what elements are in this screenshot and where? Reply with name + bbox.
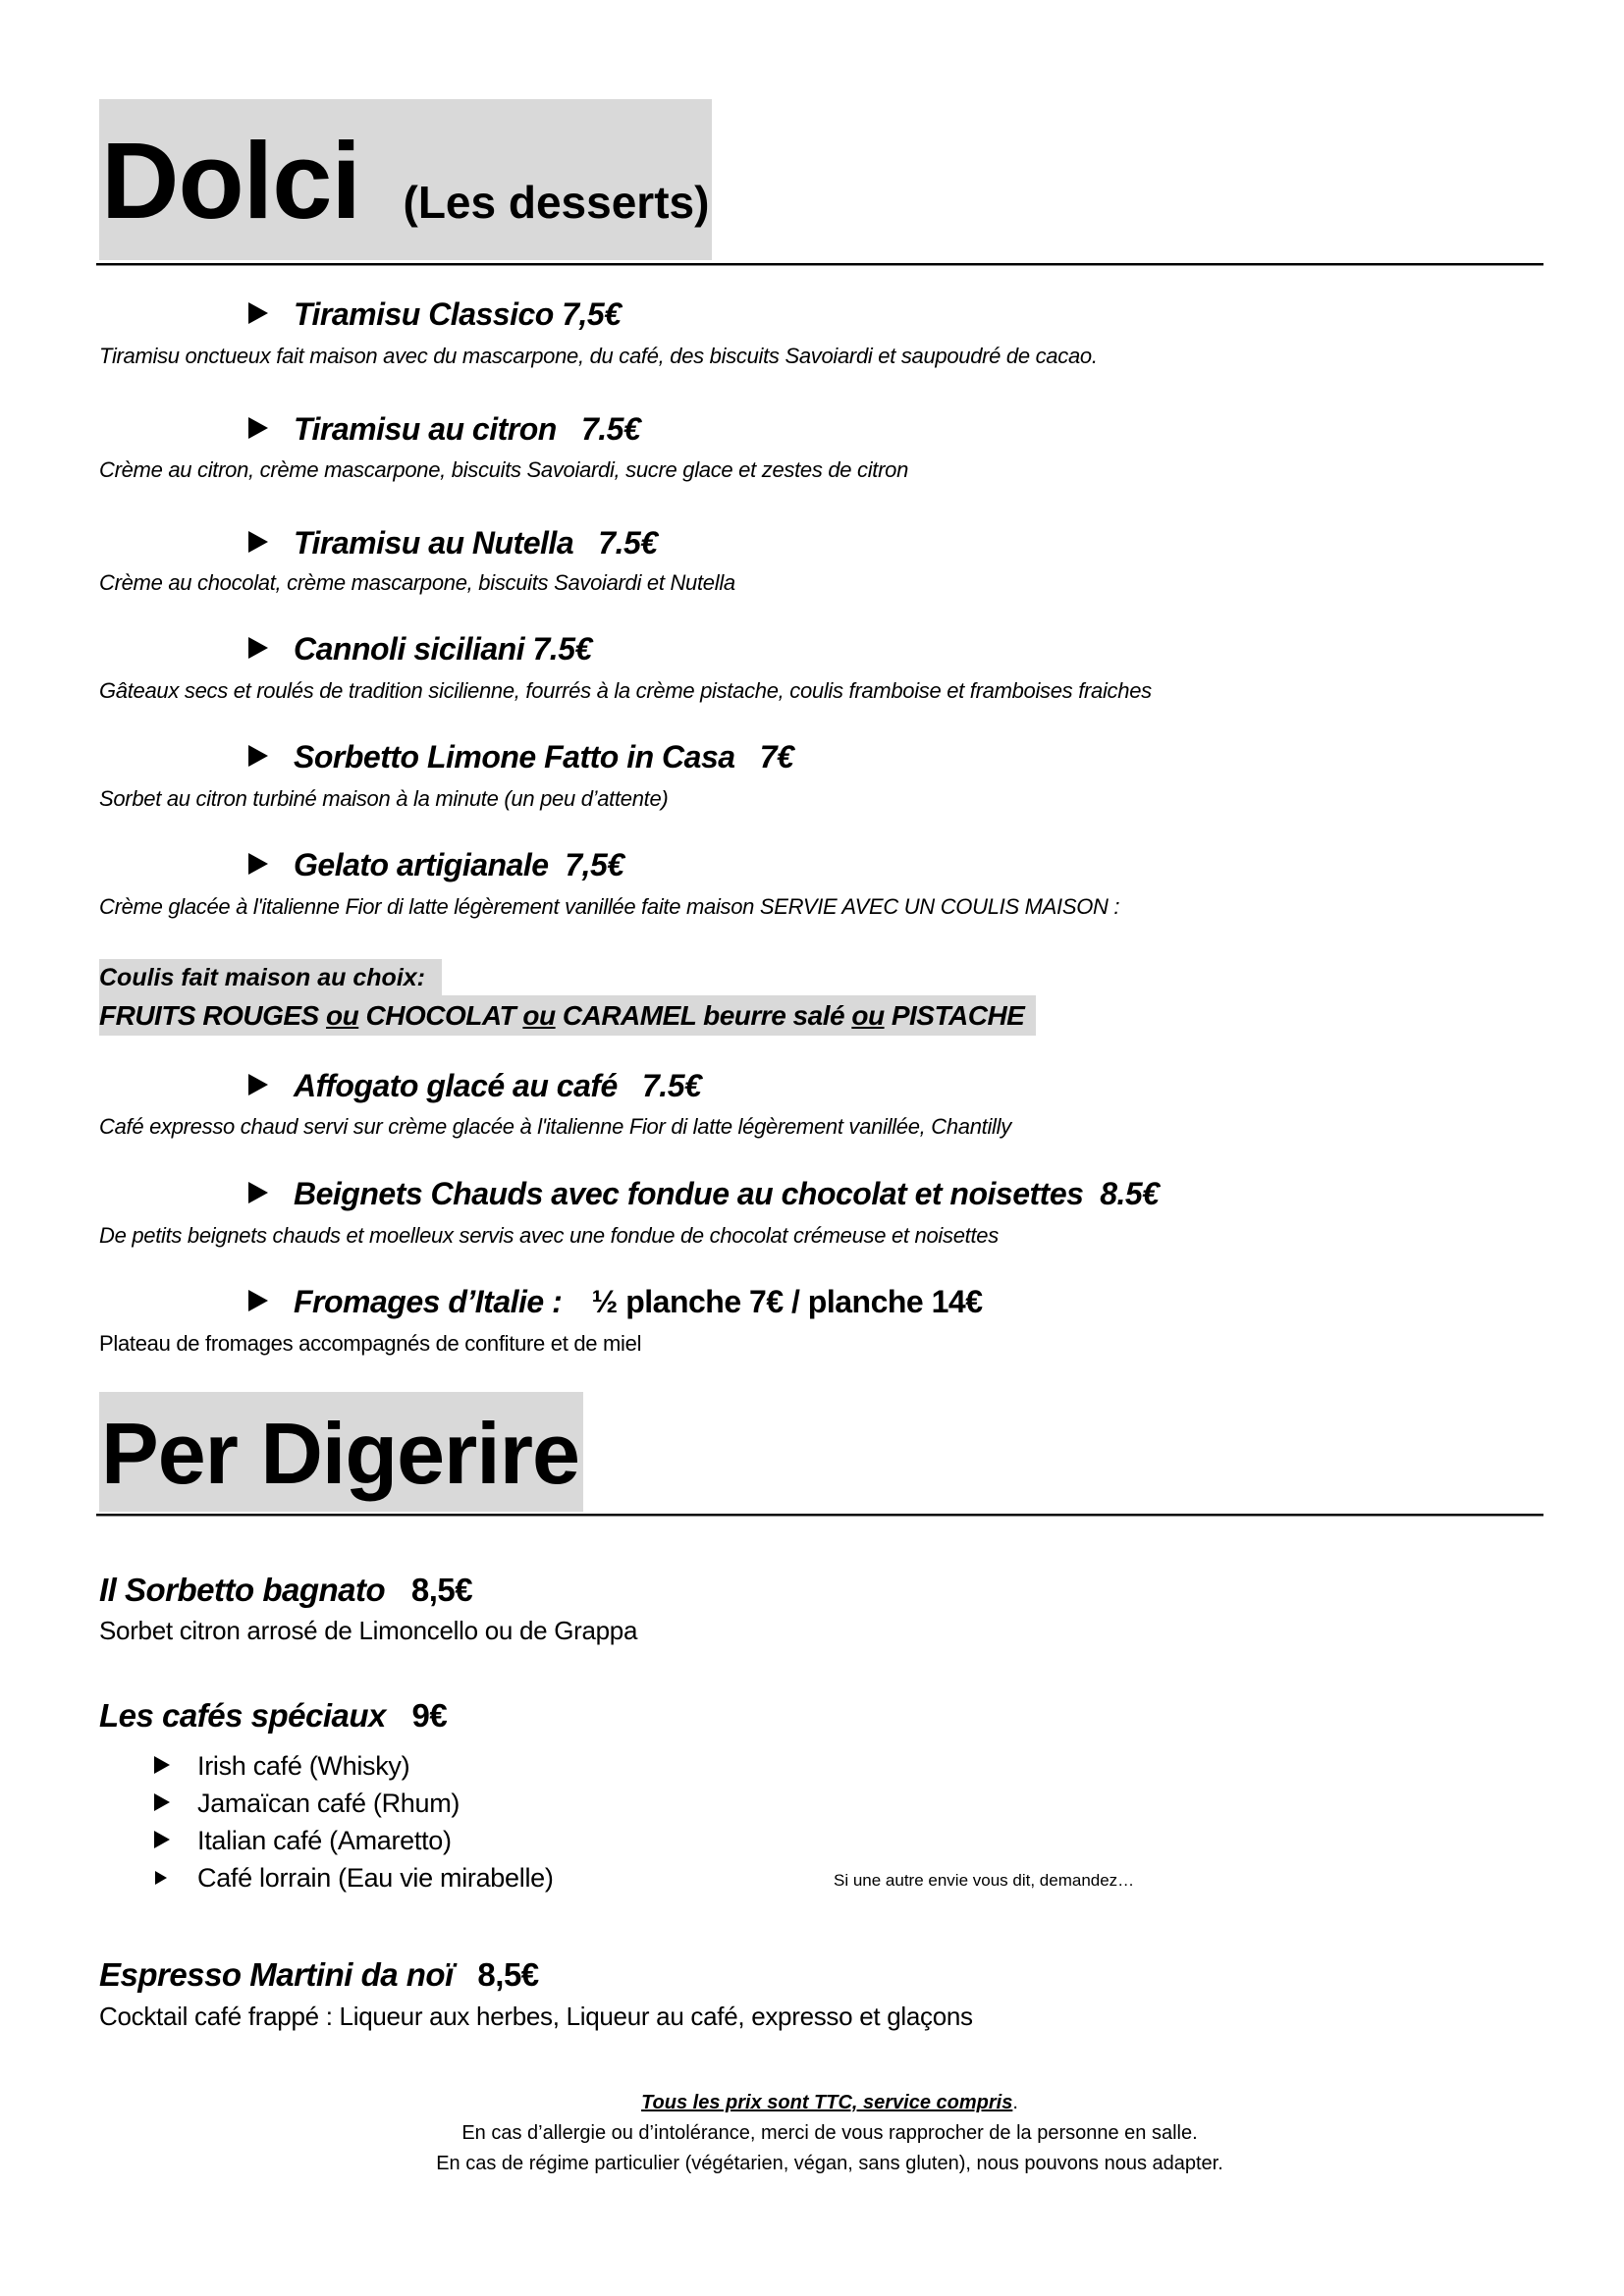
drink-price: 8,5€ bbox=[410, 1572, 473, 1608]
drink-description: Sorbet citron arrosé de Limoncello ou de Grappa bbox=[99, 1616, 638, 1645]
cafes-speciaux-title bbox=[99, 1699, 447, 1732]
arrow-bullet-icon bbox=[248, 637, 268, 659]
menu-item-title: Sorbetto Limone Fatto in Casa 7€ bbox=[294, 739, 794, 774]
sorbetto-bagnato-title bbox=[99, 1574, 472, 1606]
coulis-separator: ou bbox=[326, 1000, 359, 1031]
coulis-option: PISTACHE bbox=[891, 1000, 1025, 1031]
menu-item-title bbox=[294, 1286, 982, 1317]
arrow-bullet-icon bbox=[154, 1831, 170, 1848]
coulis-options bbox=[99, 1002, 1024, 1030]
espresso-martini-title bbox=[99, 1958, 539, 1991]
footer-prices-note bbox=[0, 2093, 1624, 2112]
menu-item-description: Gâteaux secs et roulés de tradition sicilienne, fourrés à la crème pistache, coulis framboise et framboises fraiches bbox=[99, 678, 1152, 703]
cafes-note: Si une autre envie vous dit, demandez… bbox=[834, 1871, 1135, 1890]
cafe-list-item: Jamaïcan café (Rhum) bbox=[197, 1789, 460, 1818]
menu-item-price: ½ planche 7€ / planche 14€ bbox=[591, 1284, 983, 1319]
menu-item-title: Tiramisu Classico 7,5€ bbox=[294, 296, 622, 332]
arrow-bullet-icon bbox=[248, 1182, 268, 1203]
drink-name: Les cafés spéciaux bbox=[99, 1697, 386, 1734]
prices-note-text: Tous les prix sont TTC, service compris bbox=[641, 2092, 1013, 2113]
dolci-title bbox=[101, 121, 710, 241]
drink-price: 8,5€ bbox=[477, 1956, 539, 1993]
menu-item-name: Fromages d’Italie : bbox=[294, 1284, 563, 1319]
menu-item-description: Sorbet au citron turbiné maison à la minute (un peu d’attente) bbox=[99, 786, 669, 811]
arrow-bullet-icon bbox=[248, 531, 268, 553]
menu-item-description: Crème au chocolat, crème mascarpone, biscuits Savoiardi et Nutella bbox=[99, 570, 735, 595]
digerire-divider bbox=[96, 1514, 1543, 1516]
arrow-bullet-icon bbox=[248, 1290, 268, 1311]
arrow-bullet-icon bbox=[248, 417, 268, 439]
menu-item-title: Cannoli siciliani 7.5€ bbox=[294, 631, 592, 667]
menu-item-title: Beignets Chauds avec fondue au chocolat et noisettes 8.5€ bbox=[294, 1176, 1160, 1211]
cafe-list-item: Café lorrain (Eau vie mirabelle) bbox=[197, 1863, 554, 1893]
arrow-bullet-icon bbox=[248, 745, 268, 767]
footer-diet-note: En cas de régime particulier (végétarien, végan, sans gluten), nous pouvons nous adapter. bbox=[436, 2153, 1223, 2174]
drink-name: Espresso Martini da noï bbox=[99, 1956, 454, 1993]
arrow-bullet-icon bbox=[154, 1756, 170, 1774]
footer-allergy-note: En cas d’allergie ou d’intolérance, merci de vous rapprocher de la personne en salle. bbox=[461, 2122, 1198, 2144]
arrow-bullet-icon bbox=[248, 1074, 268, 1095]
menu-item-description: Crème au citron, crème mascarpone, biscuits Savoiardi, sucre glace et zestes de citron bbox=[99, 457, 909, 482]
coulis-option: FRUITS ROUGES bbox=[99, 1000, 319, 1031]
cafe-list-item: Italian café (Amaretto) bbox=[197, 1826, 452, 1855]
digerire-title: Per Digerire bbox=[101, 1405, 579, 1502]
coulis-option: CHOCOLAT bbox=[365, 1000, 516, 1031]
menu-item-description: Plateau de fromages accompagnés de confiture et de miel bbox=[99, 1331, 642, 1356]
coulis-label: Coulis fait maison au choix: bbox=[99, 964, 425, 991]
menu-item-title: Gelato artigianale 7,5€ bbox=[294, 847, 624, 882]
menu-item-title: Tiramisu au citron 7.5€ bbox=[294, 411, 641, 447]
coulis-option: CARAMEL beurre salé bbox=[562, 1000, 845, 1031]
prices-note-period: . bbox=[1012, 2092, 1018, 2113]
arrow-bullet-icon bbox=[155, 1871, 167, 1885]
cafe-list-item: Irish café (Whisky) bbox=[197, 1751, 410, 1781]
dolci-divider bbox=[96, 263, 1543, 265]
menu-item-description: Tiramisu onctueux fait maison avec du mascarpone, du café, des biscuits Savoiardi et saupoudré de cacao. bbox=[99, 344, 1098, 368]
coulis-separator: ou bbox=[851, 1000, 885, 1031]
menu-item-description: Crème glacée à l'italienne Fior di latte légèrement vanillée faite maison SERVIE AVEC UN COULIS MAISON : bbox=[99, 894, 1120, 919]
menu-item-description: Café expresso chaud servi sur crème glacée à l'italienne Fior di latte légèrement vanillée, Chantilly bbox=[99, 1114, 1011, 1139]
dolci-subtitle: (Les desserts) bbox=[403, 177, 710, 228]
arrow-bullet-icon bbox=[248, 302, 268, 324]
arrow-bullet-icon bbox=[154, 1793, 170, 1811]
coulis-separator: ou bbox=[522, 1000, 556, 1031]
dolci-title-text: Dolci bbox=[101, 121, 360, 241]
menu-item-title: Affogato glacé au café 7.5€ bbox=[294, 1068, 702, 1103]
drink-description: Cocktail café frappé : Liqueur aux herbes, Liqueur au café, expresso et glaçons bbox=[99, 2002, 973, 2031]
menu-item-title: Tiramisu au Nutella 7.5€ bbox=[294, 525, 658, 561]
arrow-bullet-icon bbox=[248, 853, 268, 875]
drink-name: Il Sorbetto bagnato bbox=[99, 1572, 386, 1608]
drink-price: 9€ bbox=[411, 1697, 448, 1734]
menu-item-description: De petits beignets chauds et moelleux servis avec une fondue de chocolat crémeuse et noisettes bbox=[99, 1223, 999, 1248]
